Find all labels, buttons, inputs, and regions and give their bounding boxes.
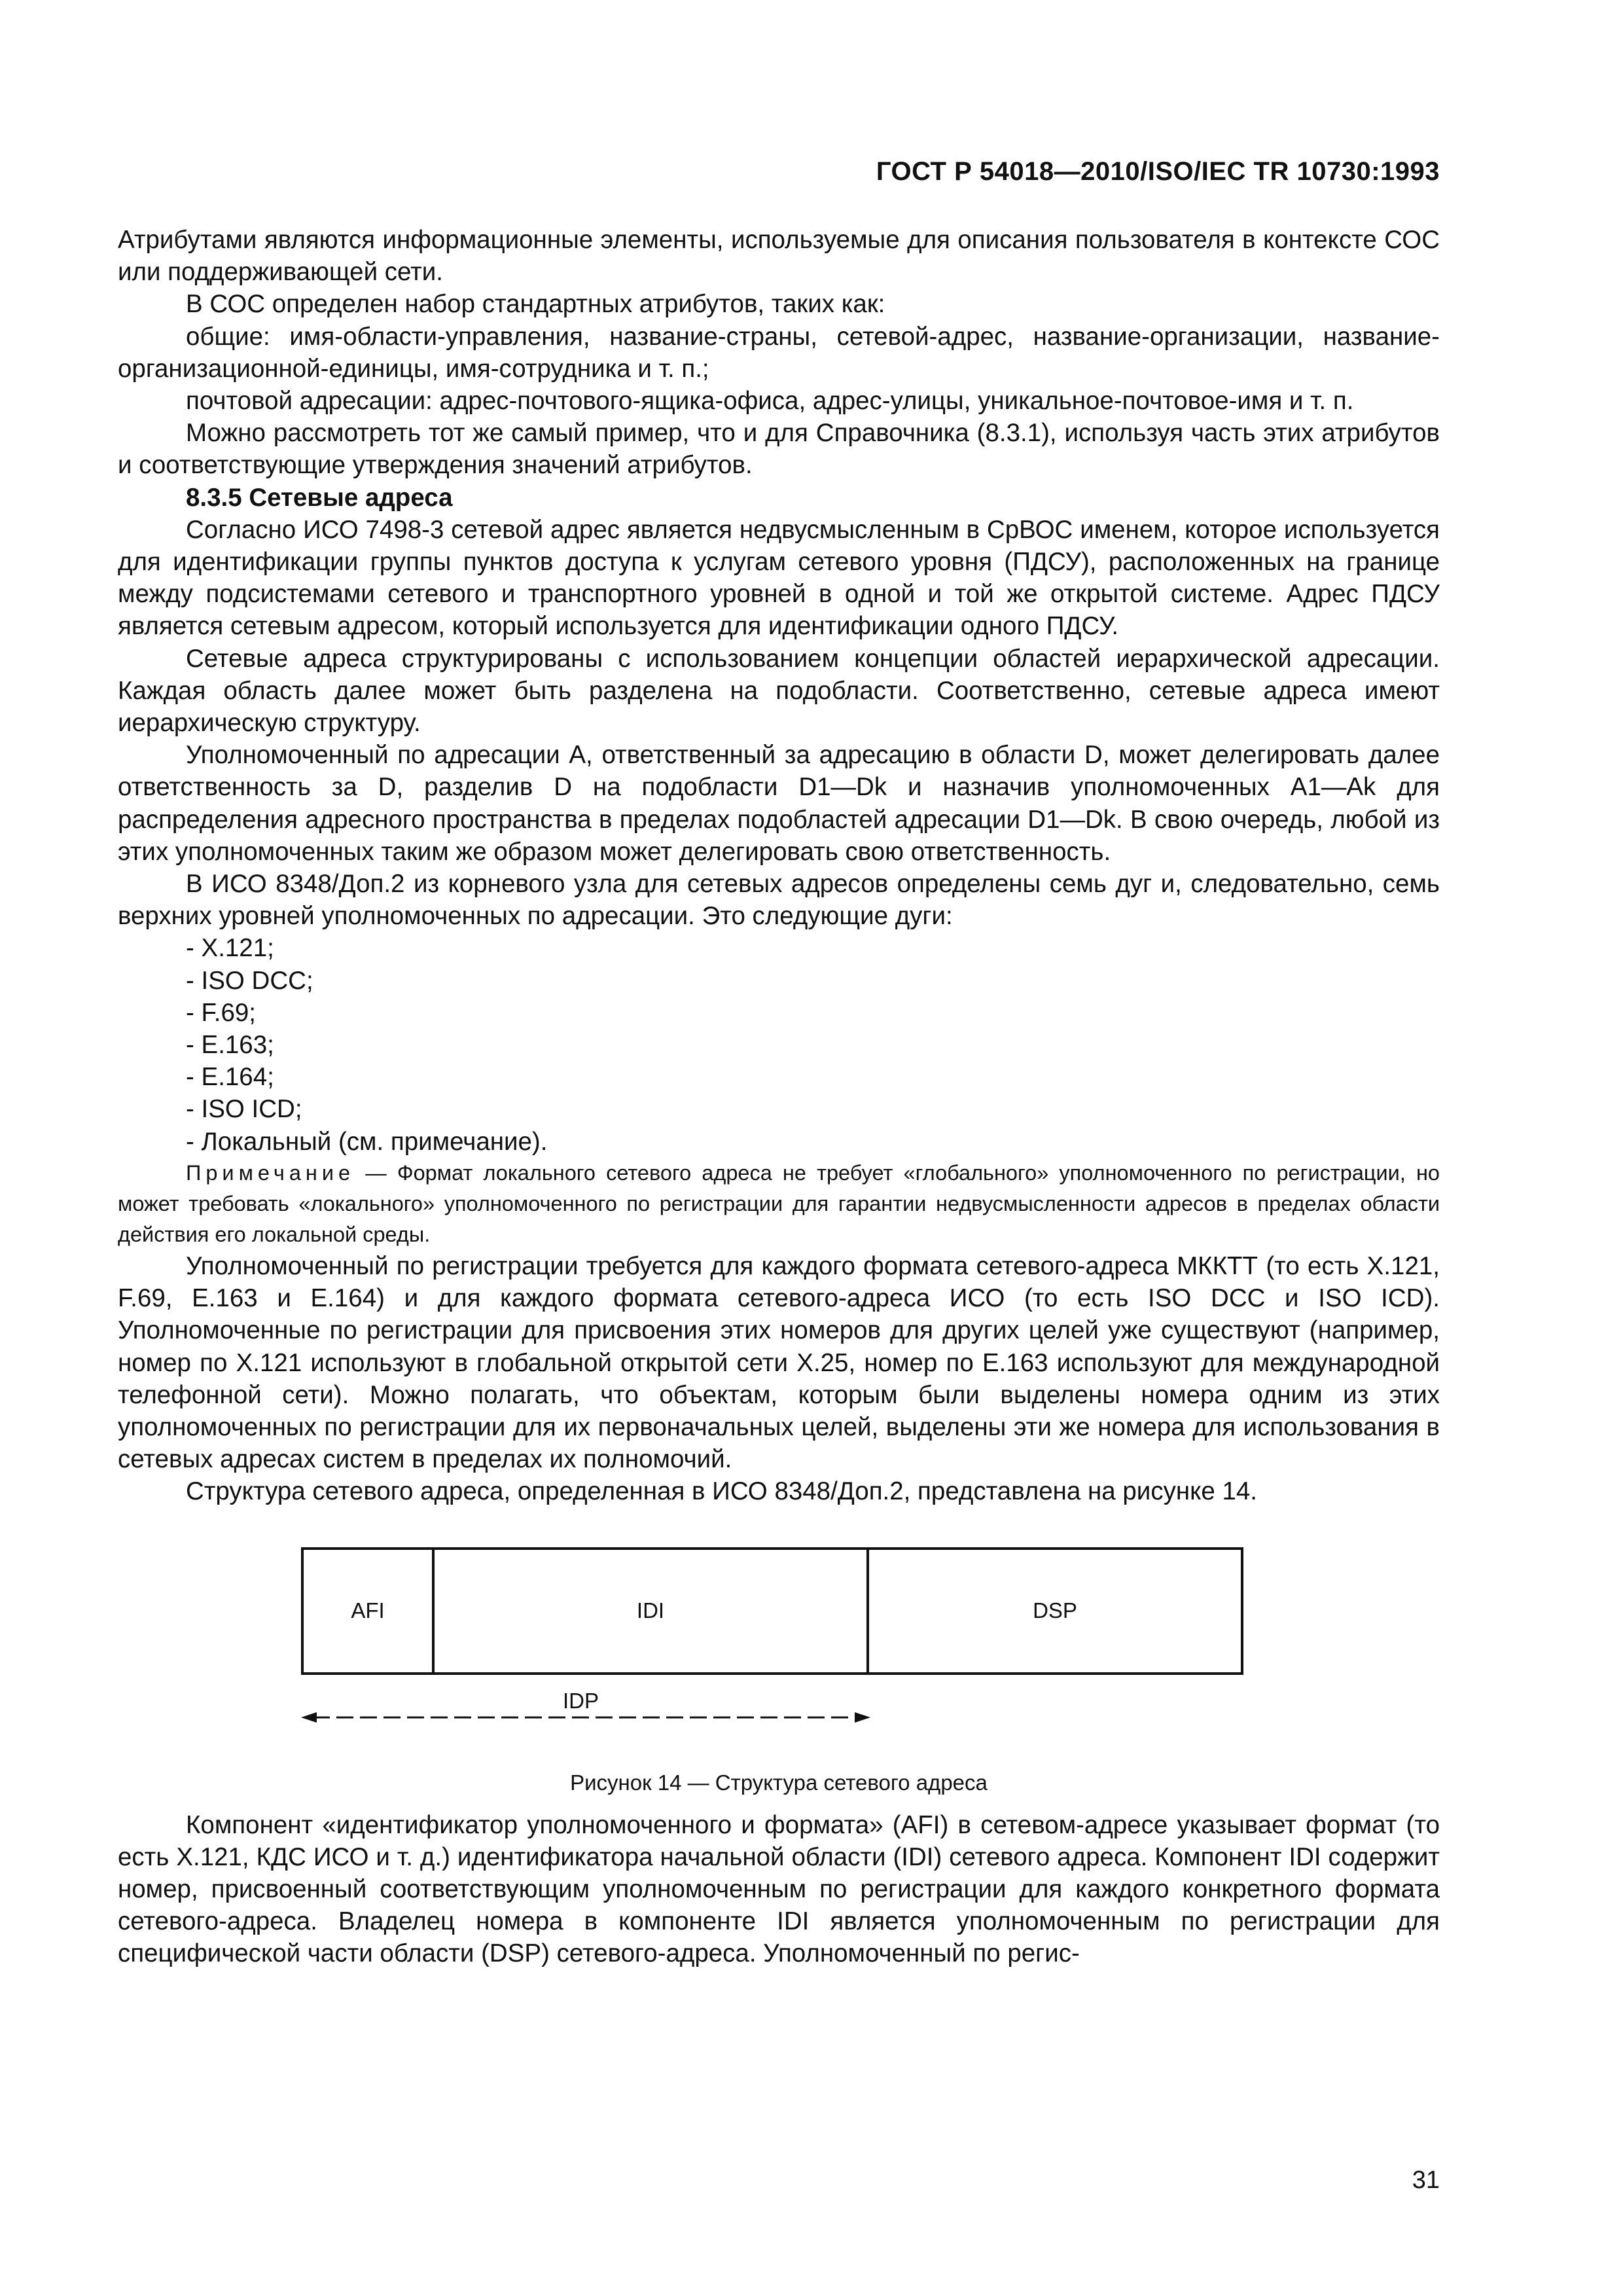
section-heading: 8.3.5 Сетевые адреса: [186, 483, 453, 512]
paragraph: Уполномоченный по регистрации требуется для каждого формата сетевого-адреса МККТТ (то есть X.121, F.69, E.163 и E.164) и для каждого формата сетевого-адреса ИСО (то есть ISO DCC и ISO ICD). Уполномоченные по регистрации для присвоения этих номеров для других целей уже существуют (например, номер по X.121 используют в глобальной открытой сети X.25, номер по E.163 используют для международной телефонной сети). Можно полагать, что объектам, которым были выделены номера одним из этих уполномоченных по регистрации для их первоначальных целей, выделены эти же номера для использования в сетевых адресах систем в пределах их полномочий.: [118, 1251, 1440, 1474]
document-body: [118, 224, 1440, 1970]
list-item: - F.69;: [186, 998, 256, 1027]
list-item: - ISO DCC;: [186, 966, 313, 995]
paragraph: В СОС определен набор стандартных атрибутов, таких как:: [186, 290, 885, 319]
address-structure-box: [301, 1547, 1243, 1675]
idp-span-arrow: [301, 1710, 870, 1725]
note-text: — Формат локального сетевого адреса не требует «глобального» уполномоченного по регистрации, но может требовать «локального» уполномоченного по регистрации для гарантии недвусмысленности адресов в пределах области действия его локальной среды.: [118, 1160, 1440, 1246]
paragraph: Атрибутами являются информационные элементы, используемые для описания пользователя в контексте СОС или поддерживающей сети.: [118, 226, 1440, 287]
idi-cell: IDI: [435, 1550, 869, 1672]
dsp-cell: DSP: [1033, 1598, 1077, 1623]
paragraph: Компонент «идентификатор уполномоченного и формата» (AFI) в сетевом-адресе указывает формат (то есть X.121, КДС ИСО и т. д.) идентификатора начальной области (IDI) сетевого адреса. Компонент IDI содержит номер, присвоенный соответствующим уполномоченным по регистрации для каждого конкретного формата сетевого-адреса. Владелец номера в компоненте IDI является уполномоченным по регистрации для специфической части области (DSP) сетевого-адреса. Уполномоченный по регис-: [118, 1810, 1440, 1968]
paragraph: Сетевые адреса структурированы с использованием концепции областей иерархической адресации. Каждая область далее может быть разделена на подобласти. Соответственно, сетевые адреса имеют иерархическую структуру.: [118, 644, 1440, 738]
paragraph: Согласно ИСО 7498-3 сетевой адрес является недвусмысленным в СрВОС именем, которое используется для идентификации группы пунктов доступа к услугам сетевого уровня (ПДСУ), расположенных на границе между подсистемами сетевого и транспортного уровней в одной и той же открытой системе. Адрес ПДСУ является сетевым адресом, который используется для идентификации одного ПДСУ.: [118, 515, 1440, 641]
list-item: - X.121;: [186, 934, 274, 963]
figure-caption: Рисунок 14 — Структура сетевого адреса: [570, 1770, 988, 1795]
paragraph: Структура сетевого адреса, определенная в ИСО 8348/Доп.2, представлена на рисунке 14.: [186, 1477, 1257, 1506]
paragraph: В ИСО 8348/Доп.2 из корневого узла для сетевых адресов определены семь дуг и, следовательно, семь верхних уровней уполномоченных по адресации. Это следующие дуги:: [118, 870, 1440, 931]
paragraph: Можно рассмотреть тот же самый пример, что и для Справочника (8.3.1), используя часть этих атрибутов и соответствующие утверждения значений атрибутов.: [118, 419, 1440, 480]
document-page: [118, 151, 1440, 2245]
note-label: Примечание: [186, 1160, 355, 1185]
afi-cell: AFI: [304, 1550, 435, 1672]
paragraph: общие: имя-области-управления, название-страны, сетевой-адрес, название-организации, название-организационной-единицы, имя-сотрудника и т. п.;: [118, 322, 1440, 383]
note: [118, 1158, 1440, 1250]
arcs-list: [118, 932, 1440, 1157]
document-header: ГОСТ Р 54018—2010/ISO/IEC TR 10730:1993: [876, 157, 1440, 186]
page-number: 31: [1412, 2166, 1440, 2194]
paragraph: почтовой адресации: адрес-почтового-ящика-офиса, адрес-улицы, уникальное-почтовое-имя и т. п.: [186, 387, 1354, 416]
list-item: - E.164;: [186, 1063, 274, 1092]
list-item: - E.163;: [186, 1031, 274, 1060]
list-item: - Локальный (см. примечание).: [186, 1127, 548, 1156]
list-item: - ISO ICD;: [186, 1095, 302, 1124]
idp-label: IDP: [563, 1688, 599, 1713]
figure-network-address-structure: [118, 1528, 1440, 1809]
paragraph: Уполномоченный по адресации А, ответственный за адресацию в области D, может делегировать далее ответственность за D, разделив D на подобласти D1—Dk и назначив уполномоченных A1—Ak для распределения адресного пространства в пределах подобластей адресации D1—Dk. В свою очередь, любой из этих уполномоченных таким же образом может делегировать свою ответственность.: [118, 741, 1440, 866]
